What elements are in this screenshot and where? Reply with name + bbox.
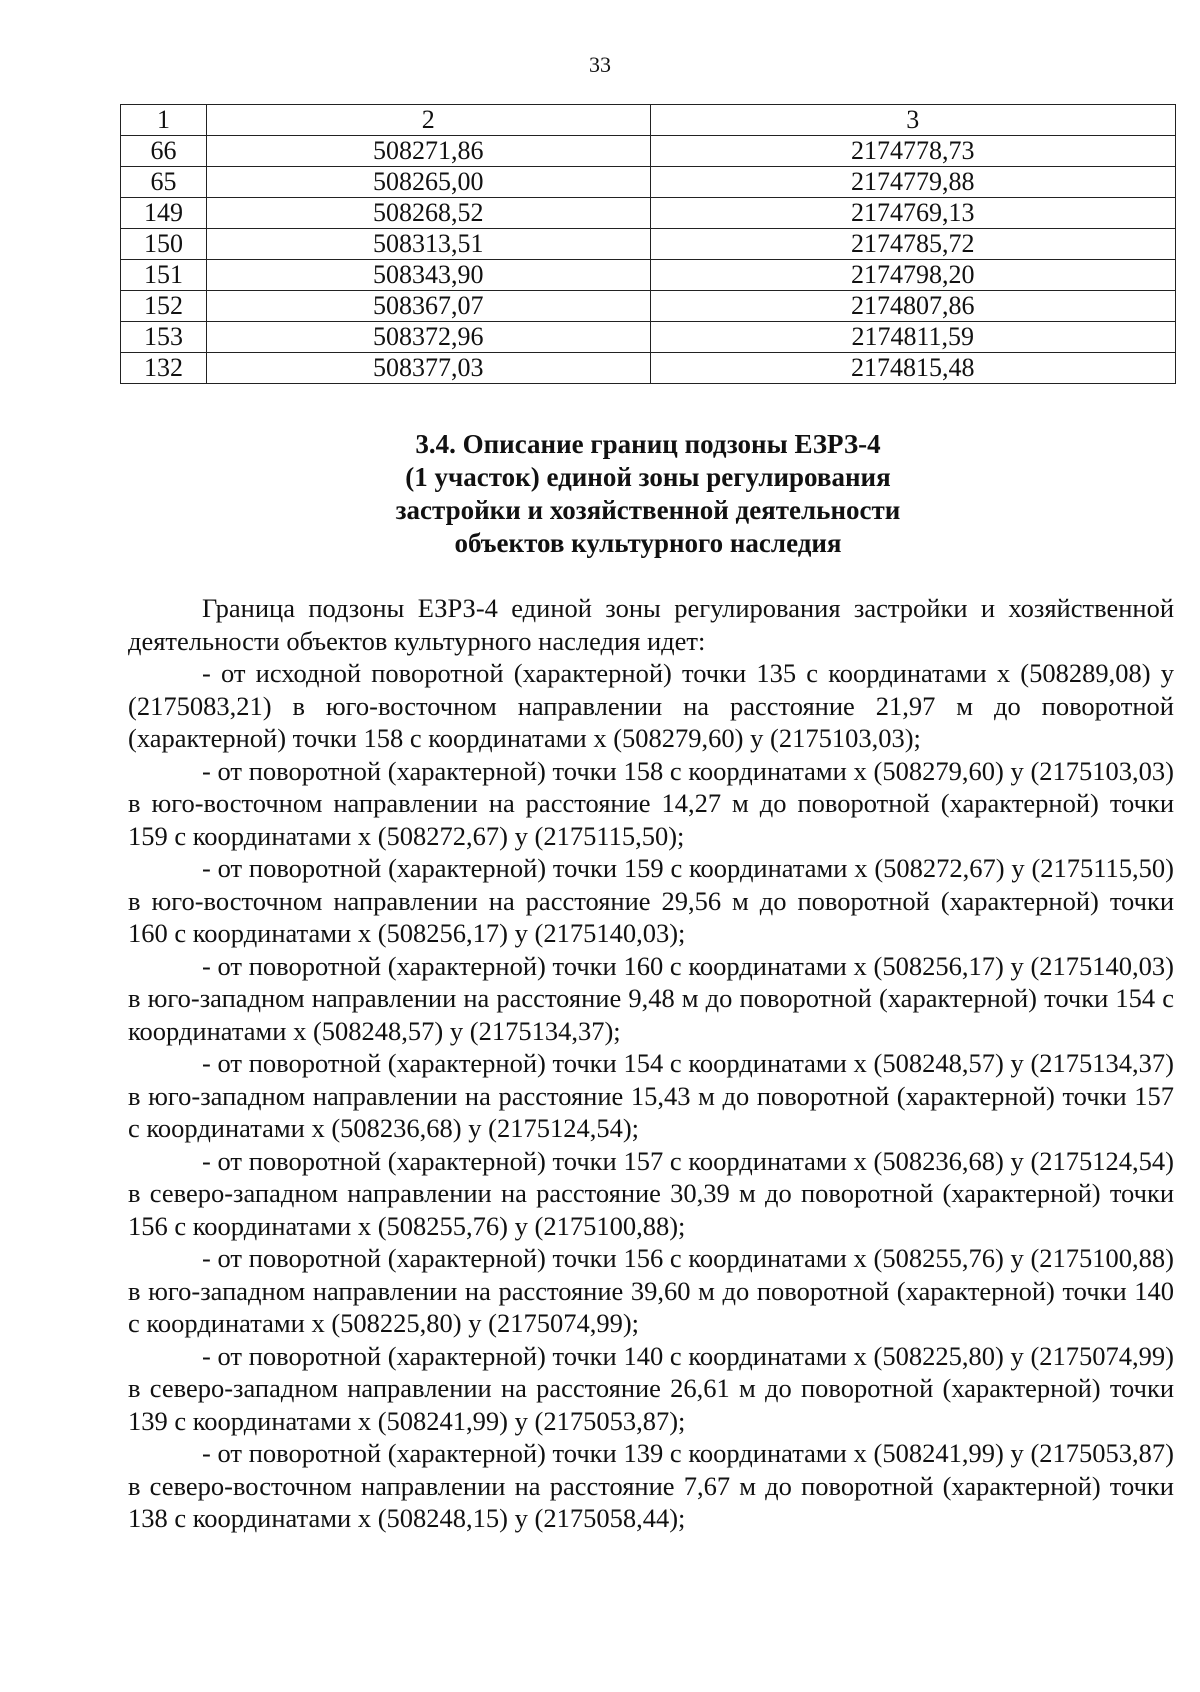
boundary-description [128,592,1174,1535]
table-row [121,291,1176,322]
x-coordinate-cell: 508377,03 [206,353,650,384]
y-coordinate-cell: 2174778,73 [650,136,1176,167]
heading-line: объектов культурного наследия [454,528,842,558]
point-number-cell: 150 [121,229,207,260]
point-number-cell: 132 [121,353,207,384]
x-coordinate-cell: 508265,00 [206,167,650,198]
x-coordinate-cell: 508343,90 [206,260,650,291]
point-number-cell: 65 [121,167,207,198]
page-number: 33 [589,52,611,77]
section-heading [120,428,1176,560]
table-row [121,167,1176,198]
boundary-segment-item: - от поворотной (характерной) точки 159 с координатами х (508272,67) у (2175115,50) в юго-восточном направлении на расстояние 29,56 м до поворотной (характерной) точки 160 с координатами х (508256,17) у (2175140,03); [128,853,1174,948]
y-coordinate-cell: 2174785,72 [650,229,1176,260]
heading-line: застройки и хозяйственной деятельности [395,495,901,525]
point-number-cell: 152 [121,291,207,322]
y-coordinate-cell: 2174807,86 [650,291,1176,322]
boundary-segment-item: - от поворотной (характерной) точки 156 с координатами х (508255,76) у (2175100,88) в юго-западном направлении на расстояние 39,60 м до поворотной (характерной) точки 140 с координатами х (508225,80) у (2175074,99); [128,1243,1174,1338]
x-coordinate-cell: 508268,52 [206,198,650,229]
x-coordinate-cell: 508313,51 [206,229,650,260]
column-header: 2 [206,105,650,136]
coordinates-table [120,104,1176,384]
heading-line: 3.4. Описание границ подзоны ЕЗРЗ-4 [415,429,881,459]
y-coordinate-cell: 2174798,20 [650,260,1176,291]
y-coordinate-cell: 2174815,48 [650,353,1176,384]
boundary-segment-item: - от поворотной (характерной) точки 160 с координатами х (508256,17) у (2175140,03) в юго-западном направлении на расстояние 9,48 м до поворотной (характерной) точки 154 с координатами х (508248,57) у (2175134,37); [128,950,1174,1046]
table-row [121,229,1176,260]
point-number-cell: 153 [121,322,207,353]
boundary-segment-item: - от поворотной (характерной) точки 140 с координатами х (508225,80) у (2175074,99) в северо-западном направлении на расстояние 26,61 м до поворотной (характерной) точки 139 с координатами х (508241,99) у (2175053,87); [128,1340,1174,1436]
point-number-cell: 149 [121,198,207,229]
point-number-cell: 66 [121,136,207,167]
y-coordinate-cell: 2174779,88 [650,167,1176,198]
boundary-segment-item: - от поворотной (характерной) точки 158 с координатами х (508279,60) у (2175103,03) в юго-восточном направлении на расстояние 14,27 м до поворотной (характерной) точки 159 с координатами х (508272,67) у (2175115,50); [128,755,1174,851]
boundary-segment-item: - от поворотной (характерной) точки 154 с координатами х (508248,57) у (2175134,37) в юго-западном направлении на расстояние 15,43 м до поворотной (характерной) точки 157 с координатами х (508236,68) у (2175124,54); [128,1048,1174,1143]
table-row [121,136,1176,167]
table-header-row [121,105,1176,136]
point-number-cell: 151 [121,260,207,291]
x-coordinate-cell: 508372,96 [206,322,650,353]
table-row [121,353,1176,384]
boundary-segment-item: - от исходной поворотной (характерной) точки 135 с координатами х (508289,08) у (2175083,21) в юго-восточном направлении на расстояние 21,97 м до поворотной (характерной) точки 158 с координатами х (508279,60) у (2175103,03); [128,658,1174,753]
table-row [121,260,1176,291]
boundary-segment-item: - от поворотной (характерной) точки 139 с координатами х (508241,99) у (2175053,87) в северо-восточном направлении на расстояние 7,67 м до поворотной (характерной) точки 138 с координатами х (508248,15) у (2175058,44); [128,1438,1174,1533]
y-coordinate-cell: 2174769,13 [650,198,1176,229]
boundary-segment-item: - от поворотной (характерной) точки 157 с координатами х (508236,68) у (2175124,54) в северо-западном направлении на расстояние 30,39 м до поворотной (характерной) точки 156 с координатами х (508255,76) у (2175100,88); [128,1145,1174,1241]
table-row [121,322,1176,353]
x-coordinate-cell: 508271,86 [206,136,650,167]
heading-line: (1 участок) единой зоны регулирования [405,462,891,492]
y-coordinate-cell: 2174811,59 [650,322,1176,353]
x-coordinate-cell: 508367,07 [206,291,650,322]
column-header: 1 [121,105,207,136]
table-row [121,198,1176,229]
column-header: 3 [650,105,1176,136]
intro-paragraph: Граница подзоны ЕЗРЗ-4 единой зоны регулирования застройки и хозяйственной деятельности объектов культурного наследия идет: [128,593,1174,656]
